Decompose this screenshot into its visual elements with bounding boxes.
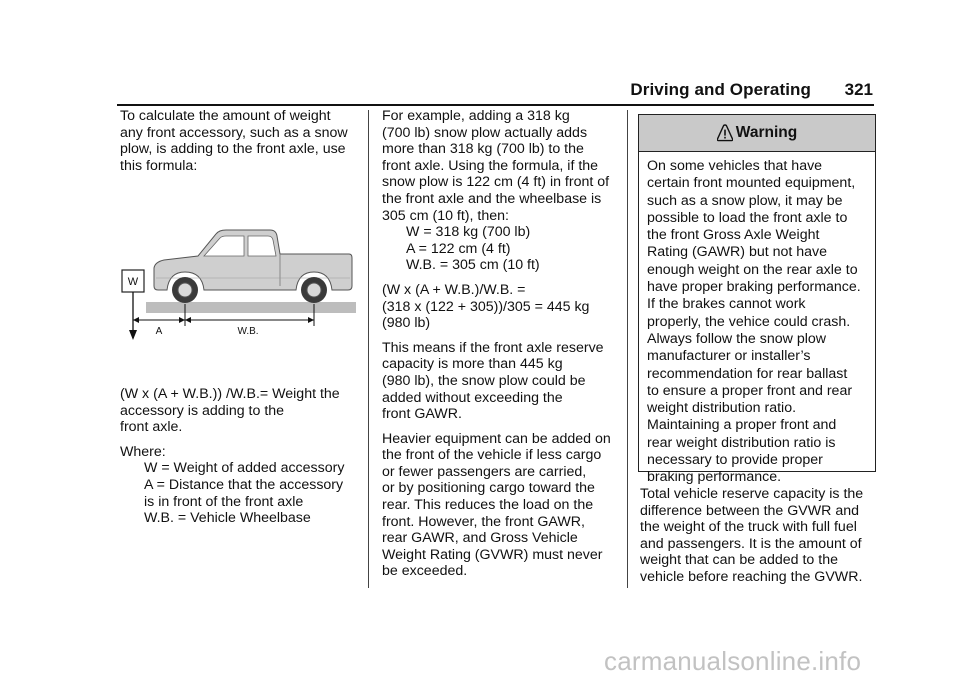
text-line: front GAWR. [382,406,462,423]
text-line: (318 x (122 + 305))/305 = 445 kg [382,298,590,315]
text-line: difference between the GVWR and [640,502,859,519]
text-line: rear GAWR, and Gross Vehicle [382,530,578,547]
wheelbase-arrow-right [308,317,314,323]
text-line: braking performance. [647,469,782,486]
truck-illustration [120,218,356,348]
text-line: weight that can be added to the [640,552,838,569]
weight-arrow-head [129,330,137,340]
text-line: capacity is more than 445 kg [382,356,563,373]
text-line: recommendation for rear ballast [647,365,848,382]
text-line: vehicle before reaching the GVWR. [640,568,863,585]
text-line: To calculate the amount of weight [120,108,331,124]
text-line: front axle. [120,419,183,436]
text-line: the front axle and the wheelbase is [382,190,602,207]
formula-paragraph [120,386,360,436]
text-line: front axle. Using the formula, if the [382,157,599,174]
distance-a-arrow-left [133,317,139,323]
text-line: W.B. = Vehicle Wheelbase [144,510,311,527]
warning-header [639,115,875,152]
text-line: front. However, the front GAWR, [382,513,585,530]
text-line: Heavier equipment can be added on [382,430,611,447]
values-paragraph [382,224,622,274]
wheelbase-label: W.B. [237,326,259,337]
text-line: properly, the vehice could crash. [647,313,851,330]
ground-strip [146,302,356,313]
text-line: the front of the vehicle if less cargo [382,447,602,464]
watermark-text: carmanualsonline.info [604,646,862,676]
text-line: or by positioning cargo toward the [382,480,595,497]
text-line: more than 318 kg (700 lb) to the [382,141,584,158]
truck-weight-diagram [120,218,356,348]
text-line: Always follow the snow plow [647,330,826,347]
section-title: Driving and Operating [630,80,811,99]
column-1 [120,108,360,182]
text-line: any front accessory, such as a snow [120,124,348,141]
text-line: A = Distance that the accessory [144,476,344,493]
text-line: weight distribution ratio. [647,400,797,417]
text-line: (700 lb) snow plow actually adds [382,124,588,141]
text-line: Total vehicle reserve capacity is the [640,486,864,502]
page-number: 321 [844,80,873,99]
text-line: For example, adding a 318 kg [382,108,570,124]
rear-window [248,236,276,256]
column-3 [640,486,880,594]
text-line: (W x (A + W.B.)) /W.B.= Weight the [120,386,340,402]
text-line: this formula: [120,157,198,174]
means-paragraph [382,340,622,423]
text-line: enough weight on the rear axle to [647,261,858,278]
distance-a-label: A [155,326,163,337]
text-line: 305 cm (10 ft), then: [382,207,509,224]
column-divider-2 [627,110,628,588]
heavy-equipment-paragraph [382,431,622,580]
text-line: Maintaining a proper front and [647,417,837,434]
where-paragraph [120,444,360,527]
text-line: On some vehicles that have [647,158,823,174]
weight-label: W [127,276,139,288]
text-line: necessary to provide proper [647,452,823,469]
text-line: be exceeded. [382,563,468,580]
text-line: (980 lb) [382,315,431,332]
page-header [0,0,960,110]
text-line: (980 lb), the snow plow could be [382,372,586,389]
text-line: or fewer passengers are carried, [382,463,587,480]
text-line: is in front of the front axle [144,493,304,510]
text-line: such as a snow plow, it may be [647,192,843,209]
text-line: the weight of the truck with full fuel [640,519,857,536]
text-line: to ensure a proper front and rear [647,382,853,399]
front-hub [178,283,192,297]
text-line: W = Weight of added accessory [144,460,345,477]
warning-box [638,114,876,486]
text-line: Weight Rating (GVWR) must never [382,546,603,563]
column-1-lower [120,386,360,535]
text-line: certain front mounted equipment, [647,175,856,192]
example-paragraph [382,108,622,224]
text-line: W = 318 kg (700 lb) [406,224,531,241]
header-rule [117,104,874,106]
text-line: possible to load the front axle to [647,209,848,226]
text-line: snow plow is 122 cm (4 ft) in front of [382,174,610,191]
column-divider-1 [368,110,369,588]
text-line: rear weight distribution ratio is [647,434,836,451]
distance-a-arrow [179,317,185,323]
text-line: A = 122 cm (4 ft) [406,240,511,257]
where-label: Where: [120,443,166,460]
total-capacity-paragraph [640,486,880,586]
warning-triangle-icon [717,124,733,142]
text-line: Rating (GAWR) but not have [647,244,828,261]
text-line: have proper braking performance. [647,279,861,296]
column-2 [382,108,622,588]
text-line: W.B. = 305 cm (10 ft) [406,257,540,274]
intro-paragraph [120,108,360,174]
text-line: accessory is adding to the [120,402,285,419]
wheelbase-arrow-left [185,317,191,323]
calculation-paragraph [382,282,622,332]
text-line: added without exceeding the [382,389,563,406]
warning-title: Warning [735,124,798,141]
text-line: This means if the front axle reserve [382,339,604,356]
rear-hub [307,283,321,297]
text-line: If the brakes cannot work [647,296,806,313]
text-line: plow, is adding to the front axle, use [120,141,346,158]
text-line: the front Gross Axle Weight [647,227,820,244]
text-line: rear. This reduces the load on the [382,497,594,514]
text-line: manufacturer or installer’s [647,348,811,365]
warning-body [639,152,875,487]
text-line: and passengers. It is the amount of [640,535,862,552]
text-line: (W x (A + W.B.)/W.B. = [382,281,526,298]
